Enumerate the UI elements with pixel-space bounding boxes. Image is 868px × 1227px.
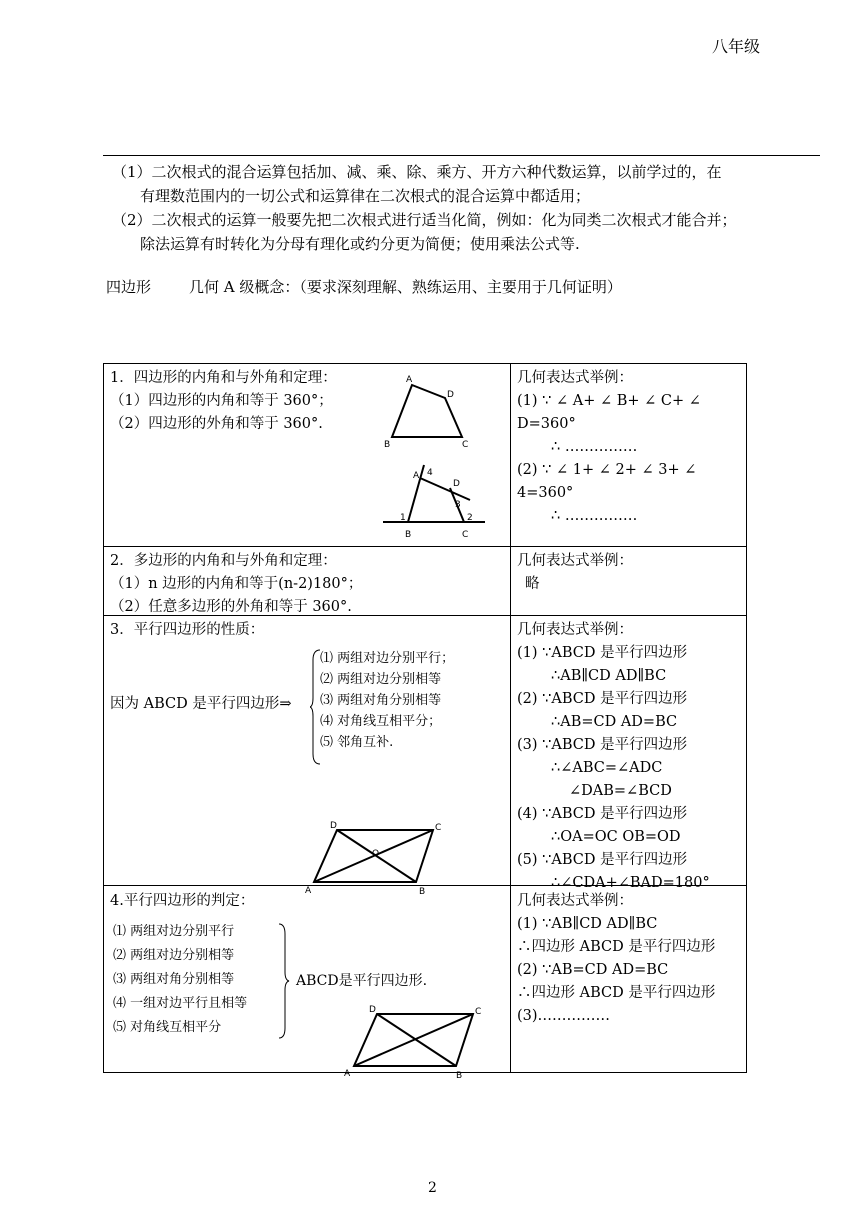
row1-expr-heading: 几何表达式举例：	[517, 370, 633, 386]
row3-property-3: ⑶ 两组对角分别相等	[320, 693, 442, 708]
row4-expr-2: ∴四边形 ABCD 是平行四边形	[517, 939, 716, 955]
row1-title: 1．四边形的内角和与外角和定理：	[110, 370, 337, 386]
row1-item-2: （2）四边形的外角和等于 360°.	[110, 416, 323, 432]
f2-label-c: C	[462, 530, 469, 540]
row3-expr-11: ∴∠CDA+∠BAD=180°	[551, 875, 710, 891]
f2-label-3: 3	[455, 500, 461, 510]
f2-label-1: 1	[400, 513, 406, 523]
f4-label-b: B	[456, 1071, 463, 1081]
row4-left-title	[110, 890, 254, 913]
row2-item-2: （2）任意多边形的外角和等于 360°.	[110, 599, 352, 615]
row2-item-1: （1）n 边形的内角和等于(n-2)180°；	[110, 576, 363, 592]
page-number: 2	[428, 1180, 437, 1196]
row4-conclusion-wrap	[296, 970, 427, 993]
row3-property-2: ⑵ 两组对边分别相等	[320, 672, 442, 687]
row3-expr-7: ∠DAB=∠BCD	[569, 783, 672, 799]
row1-expr-5: 4=360°	[517, 485, 574, 501]
row4-criteria-list	[113, 920, 247, 1040]
row2-expr-heading: 几何表达式举例：	[517, 553, 633, 569]
row1-expr-6: ∴ ……………	[551, 508, 638, 524]
row2-right	[517, 550, 633, 596]
f1-label-b: B	[384, 440, 391, 450]
row3-expr-10: (5) ∵ABCD 是平行四边形	[517, 852, 688, 868]
row3-property-4: ⑷ 对角线互相平分；	[320, 714, 442, 729]
intro-line-2: 有理数范围内的一切公式和运算律在二次根式的混合运算中都适用；	[140, 187, 591, 205]
row3-left-title	[110, 619, 264, 642]
row3-expr-4: ∴AB=CD AD=BC	[551, 714, 678, 730]
row3-property-1: ⑴ 两组对边分别平行；	[320, 651, 455, 666]
f4-label-c: C	[475, 1007, 482, 1017]
row4-title: 4.平行四边形的判定：	[110, 893, 255, 909]
intro-line-3: （2）二次根式的运算一般要先把二次根式进行适当化简，例如：化为同类二次根式才能合并；	[112, 211, 737, 229]
parallelogram-figure-o	[300, 818, 450, 898]
row2-expr-1: 略	[525, 576, 540, 592]
f2-label-2: 2	[467, 513, 473, 523]
row4-criterion-1: ⑴ 两组对边分别平行	[113, 924, 235, 939]
row3-expr-8: (4) ∵ABCD 是平行四边形	[517, 806, 688, 822]
parallelogram-figure	[340, 1002, 490, 1082]
row3-property-5: ⑸ 邻角互补.	[320, 735, 394, 750]
row3-expr-9: ∴OA=OC OB=OD	[551, 829, 681, 845]
row4-criterion-4: ⑷ 一组对边平行且相等	[113, 996, 248, 1011]
section-subtitle: 几何 A 级概念：（要求深刻理解、熟练运用、主要用于几何证明）	[189, 278, 622, 296]
row3-title: 3．平行四边形的性质：	[110, 622, 265, 638]
row4-criterion-3: ⑶ 两组对角分别相等	[113, 972, 235, 987]
f1-label-d: D	[447, 390, 454, 400]
quadrilateral-figure	[378, 372, 478, 452]
f2-label-b: B	[405, 530, 412, 540]
f1-label-a: A	[406, 375, 413, 385]
right-brace-icon	[277, 922, 291, 1040]
row4-conclusion: ABCD是平行四边形.	[296, 973, 428, 989]
row1-expr-4: (2) ∵ ∠ 1+ ∠ 2+ ∠ 3+ ∠	[517, 462, 697, 478]
row1-expr-3: ∴ ……………	[551, 439, 638, 455]
f2-label-d: D	[453, 479, 460, 489]
row4-expr-heading: 几何表达式举例：	[517, 893, 633, 909]
exterior-angle-figure	[375, 462, 495, 544]
row3-premise: 因为 ABCD 是平行四边形⇒	[110, 696, 292, 712]
row3-expr-2: ∴AB∥CD AD∥BC	[551, 668, 667, 684]
row4-right	[517, 890, 715, 1028]
row1-expr-1: (1) ∵ ∠ A+ ∠ B+ ∠ C+ ∠	[517, 393, 701, 409]
intro-line-1: （1）二次根式的混合运算包括加、减、乘、除、乘方、开方六种代数运算，以前学过的，在	[112, 163, 722, 181]
row3-right	[517, 619, 710, 895]
f3-label-d: D	[330, 821, 337, 831]
row4-expr-3: (2) ∵AB=CD AD=BC	[517, 962, 669, 978]
row4-expr-4: ∴四边形 ABCD 是平行四边形	[517, 985, 716, 1001]
f3-label-o: O	[372, 849, 380, 859]
row3-expr-heading: 几何表达式举例：	[517, 622, 633, 638]
section-title: 四边形	[106, 278, 152, 296]
f3-label-c: C	[435, 823, 442, 833]
row4-expr-1: (1) ∵AB∥CD AD∥BC	[517, 916, 658, 932]
grade-header: 八年级	[712, 37, 761, 56]
row3-expr-3: (2) ∵ABCD 是平行四边形	[517, 691, 688, 707]
row2-title: 2．多边形的内角和与外角和定理：	[110, 553, 337, 569]
f2-label-4: 4	[427, 468, 433, 478]
f4-label-d: D	[369, 1005, 376, 1015]
row3-expr-6: ∴∠ABC=∠ADC	[551, 760, 663, 776]
row3-premise-wrap	[110, 693, 291, 716]
row2-left	[110, 550, 362, 619]
f4-label-a: A	[344, 1069, 351, 1079]
row4-criterion-5: ⑸ 对角线互相平分	[113, 1020, 222, 1035]
row3-expr-5: (3) ∵ABCD 是平行四边形	[517, 737, 688, 753]
f3-label-a: A	[305, 886, 312, 896]
row3-expr-1: (1) ∵ABCD 是平行四边形	[517, 645, 688, 661]
row1-right	[517, 367, 701, 528]
row4-criterion-2: ⑵ 两组对边分别相等	[113, 948, 235, 963]
intro-line-4: 除法运算有时转化为分母有理化或约分更为简便；使用乘法公式等.	[140, 235, 580, 253]
row4-expr-5: (3)……………	[517, 1008, 611, 1024]
row3-property-list	[320, 648, 454, 753]
row1-expr-2: D=360°	[517, 416, 576, 432]
f3-label-b: B	[419, 887, 426, 897]
row1-item-1: （1）四边形的内角和等于 360°；	[110, 393, 333, 409]
f2-label-a: A	[413, 471, 420, 481]
row1-left	[110, 367, 337, 436]
f1-label-c: C	[462, 440, 469, 450]
